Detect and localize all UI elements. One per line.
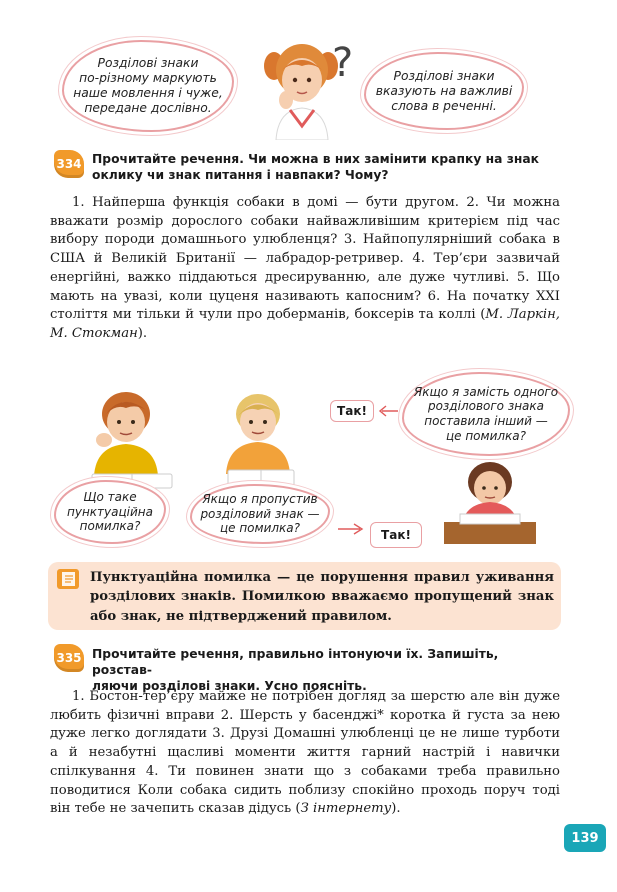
speech-text: Розділові знаки по-різному маркують наше мовлення і чуже, передане дослівно.: [73, 56, 223, 115]
arrow-right-icon: [336, 522, 366, 536]
source-citation: З інтернету: [300, 801, 392, 817]
task-title: [92, 646, 562, 694]
speech-cloud-top-right: [364, 52, 524, 130]
speech-text: Якщо я замість одного розділового знака поставила інший — це помилка?: [413, 384, 559, 443]
rule-notebook-icon: [57, 569, 79, 589]
speech-text: Якщо я пропустив розділовий знак — це помилка?: [200, 492, 320, 536]
exercise-sentences: 1. Найперша функція собаки в домі — бути другом. 2. Чи можна вважати розмір дорослого собаки найважливішим критерієм під час вибору породи домашнього улюбленця? 3. Найпопулярніший собака в США й Великій Британії — лабрадор-ретривер. 4. Тер’єри зазвичай енергійні, важко піддаються дресируванню, але дуже чутливі. 5. Що мають на увазі, коли цуценя називають капосним? 6. На початку XXI століття ми тільки й чули про доберманів, боксерів та коллі (: [50, 195, 560, 323]
task-number-badge: 334: [54, 150, 84, 178]
task-title-line: ляючи розділові знаки. Усно поясніть.: [92, 679, 367, 693]
girl-thinking-illustration: [262, 36, 342, 140]
speech-cloud-mid-right: [402, 372, 570, 456]
closing-punctuation: ).: [137, 325, 148, 341]
answer-yes-bubble: [370, 522, 422, 548]
speech-cloud-top-left: [62, 40, 234, 132]
rule-term: Пунктуаційна помилка: [90, 570, 272, 585]
exercise-sentences: 1. Бостон-тер’єру майже не потрібен догляд за шерстю але він дуже любить фізичні вправи 2. Шерсть у басенджі* коротка й густа за нею дуже легко доглядати 3. Друзі Домашні улюбленці це не лише турботи а й незабутні щасливі моменти життя гарний настрій і навички спілкування 4. Ти повинен знати що з собаками треба правильно поводитися Коли собака сидить поблизу спокійно проходь поруч тоді він тебе не зачепить сказав дідусь (: [50, 689, 560, 817]
arrow-left-icon: [376, 404, 400, 418]
answer-text: Так!: [381, 528, 411, 542]
exercise-text: [50, 194, 560, 344]
closing-punctuation: ).: [391, 801, 401, 817]
answer-yes-bubble: [330, 400, 374, 422]
question-mark: ?: [332, 40, 354, 86]
rule-definition: [90, 568, 554, 626]
speech-cloud-bottom-left: [54, 480, 166, 544]
speech-text: Розділові знаки вказують на важливі слова в реченні.: [375, 68, 513, 113]
page-number: 139: [564, 824, 606, 852]
task-title-line: Прочитайте речення, правильно інтонуючи їх. Запишіть, розстав-: [92, 647, 499, 677]
girl-at-desk-illustration: [440, 456, 540, 544]
boy-reading-illustration: [210, 388, 306, 492]
boy-thinking-illustration: [82, 384, 178, 494]
task-title-line: Прочитайте речення. Чи можна в них замінити крапку на знак: [92, 152, 539, 166]
speech-cloud-bottom-mid: [190, 484, 330, 544]
task-number-badge: 335: [54, 644, 84, 672]
speech-text: Що таке пунктуаційна помилка?: [67, 490, 153, 534]
exercise-text: [50, 688, 560, 819]
author-citation: М. Ларкін, М. Стокман: [50, 307, 560, 341]
rule-definition-text: — це порушення правил уживання розділових знаків. Помилкою вважаємо пропущений знак або знак, не підтверджений правилом.: [90, 570, 554, 624]
task-title-line: оклику чи знак питання і навпаки? Чому?: [92, 168, 389, 182]
task-title: [92, 151, 562, 183]
answer-text: Так!: [337, 404, 367, 418]
